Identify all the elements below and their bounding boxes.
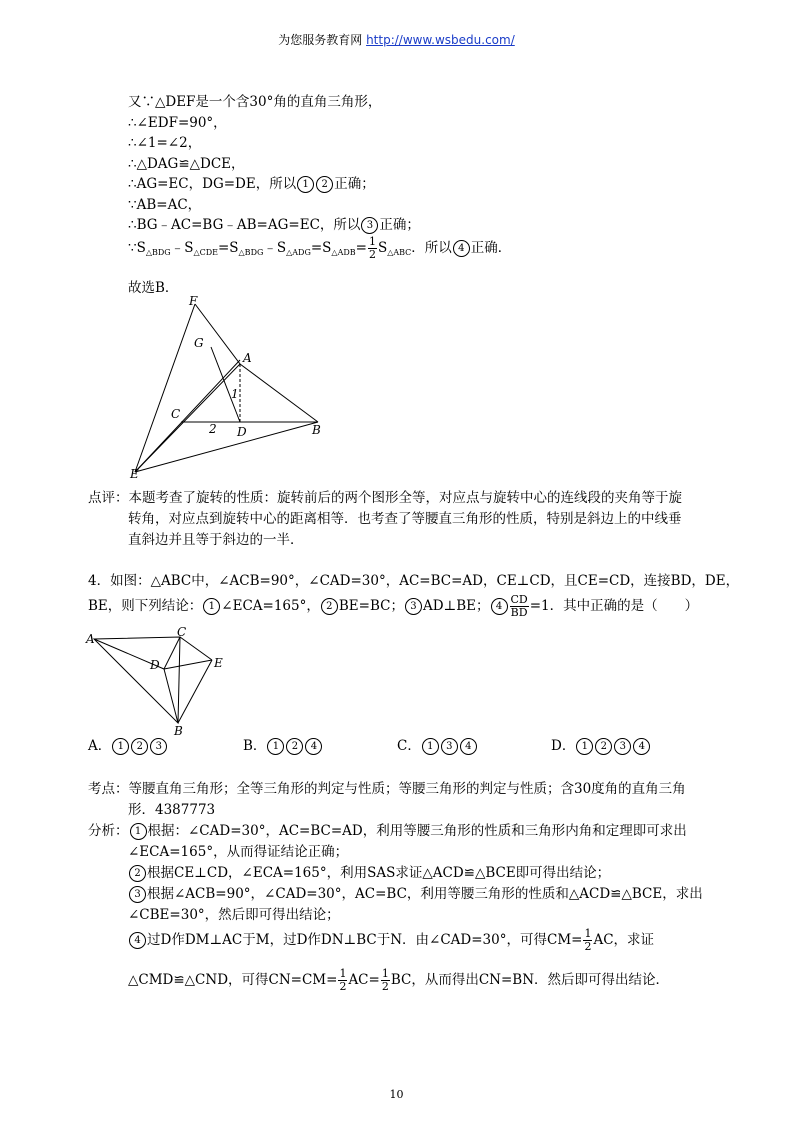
analysis-line-7: △CMD≌△CND，可得CN=CM= $\frac{1}{2}$ AC= $\frac{1}{2}$ BC，从而得出CN=BN．然后即可得出结论． — [128, 967, 670, 993]
question-4-line-2: BE，则下列结论： 1 ∠ECA=165°， 2 BE=BC； 3 AD⊥BE； 4 $\frac{CD}{BD}$ =1．其中正确的是（ ） — [88, 593, 699, 619]
label-B: B — [312, 423, 321, 437]
analysis-line-2: ∠ECA=165°，从而得证结论正确； — [128, 844, 349, 860]
comment-line-3: 直斜边并且等于斜边的一半． — [128, 532, 304, 548]
solution-line-8: $\because S_{\triangle BDG}﹣S_{\triangle CDE}=S_{\triangle BDG}﹣S_{\triangle ADG}=S_{\triangle ADB}=$ $\frac{1}{2}$ $S_{\triangle ABC}$．所以 4 正确． — [128, 235, 512, 261]
label-B: B — [174, 724, 183, 737]
analysis-line-6: 4 过D作DM⊥AC于M，过D作DN⊥BC于N．由∠CAD=30°，可得CM= $\frac{1}{2}$ AC，求证 — [128, 928, 654, 953]
analysis-line-3: 2 根据CE⊥CD，∠ECA=165°，利用SAS求证△ACD≌△BCE即可得出结论； — [128, 861, 610, 882]
solution-line-4: ∴△DAG≌△DCE， — [128, 156, 245, 172]
comment-line-2: 转角，对应点到旋转中心的距离相等．也考查了等腰直三角形的性质，特别是斜边上的中线垂 — [128, 511, 682, 527]
kaodian-line-2: 形．4387773 — [128, 802, 216, 818]
analysis-line-4: 3 根据∠ACB=90°，∠CAD=30°，AC=BC，利用等腰三角形的性质和△ACD≌△BCE，求出 — [128, 882, 703, 903]
option-a[interactable]: A． 1 2 3 — [88, 734, 168, 755]
option-c[interactable]: C． 1 3 4 — [397, 734, 478, 755]
label-C: C — [171, 407, 181, 421]
option-d[interactable]: D． 1 2 3 4 — [551, 734, 651, 755]
label-angle-2: 2 — [209, 422, 217, 436]
site-name: 为您服务教育网 — [278, 33, 363, 47]
label-D: D — [150, 658, 160, 672]
page-header — [0, 31, 793, 48]
label-E: E — [130, 467, 139, 481]
label-D: D — [237, 425, 247, 439]
page-number: 10 — [389, 1088, 404, 1101]
label-A: A — [86, 632, 95, 646]
analysis-line-5: ∠CBE=30°，然后即可得出结论； — [128, 907, 340, 923]
solution-line-3: ∴∠1=∠2， — [128, 135, 202, 151]
solution-line-5: ∴AG=EC，DG=DE，所以 1 2 正确； — [128, 176, 375, 192]
analysis-line-1: 分析： 1 根据：∠CAD=30°，AC=BC=AD，利用等腰三角形的性质和三角形内角和定理即可求出 — [88, 823, 687, 839]
option-b[interactable]: B． 1 2 4 — [243, 734, 323, 755]
solution-line-2: ∴∠EDF=90°， — [128, 115, 227, 131]
solution-line-7: ∴BG﹣AC=BG﹣AB=AG=EC，所以 3 正确； — [128, 217, 420, 233]
label-angle-1: 1 — [231, 387, 239, 401]
label-E: E — [214, 656, 223, 670]
site-url-link[interactable]: http://www.wsbedu.com/ — [366, 33, 515, 47]
solution-line-6: ∵AB=AC， — [128, 197, 202, 213]
kaodian-line-1: 考点：等腰直角三角形；全等三角形的判定与性质；等腰三角形的判定与性质；含30度角的直角三角 — [88, 781, 686, 797]
comment-line-1: 点评：本题考查了旋转的性质：旋转前后的两个图形全等，对应点与旋转中心的连线段的夹角等于旋 — [88, 490, 682, 506]
question-4-line-1: 4．如图：△ABC中，∠ACB=90°，∠CAD=30°，AC=BC=AD，CE⊥CD，且CE=CD，连接BD，DE， — [88, 573, 740, 589]
label-F: F — [189, 294, 198, 308]
solution-choice: 故选B． — [128, 280, 179, 296]
label-G: G — [194, 336, 204, 350]
label-A: A — [243, 351, 252, 365]
label-C: C — [177, 625, 187, 639]
solution-line-1: 又∵△DEF是一个含30°角的直角三角形， — [128, 94, 382, 110]
triangle-figure — [84, 625, 234, 737]
rotation-figure — [125, 292, 330, 482]
